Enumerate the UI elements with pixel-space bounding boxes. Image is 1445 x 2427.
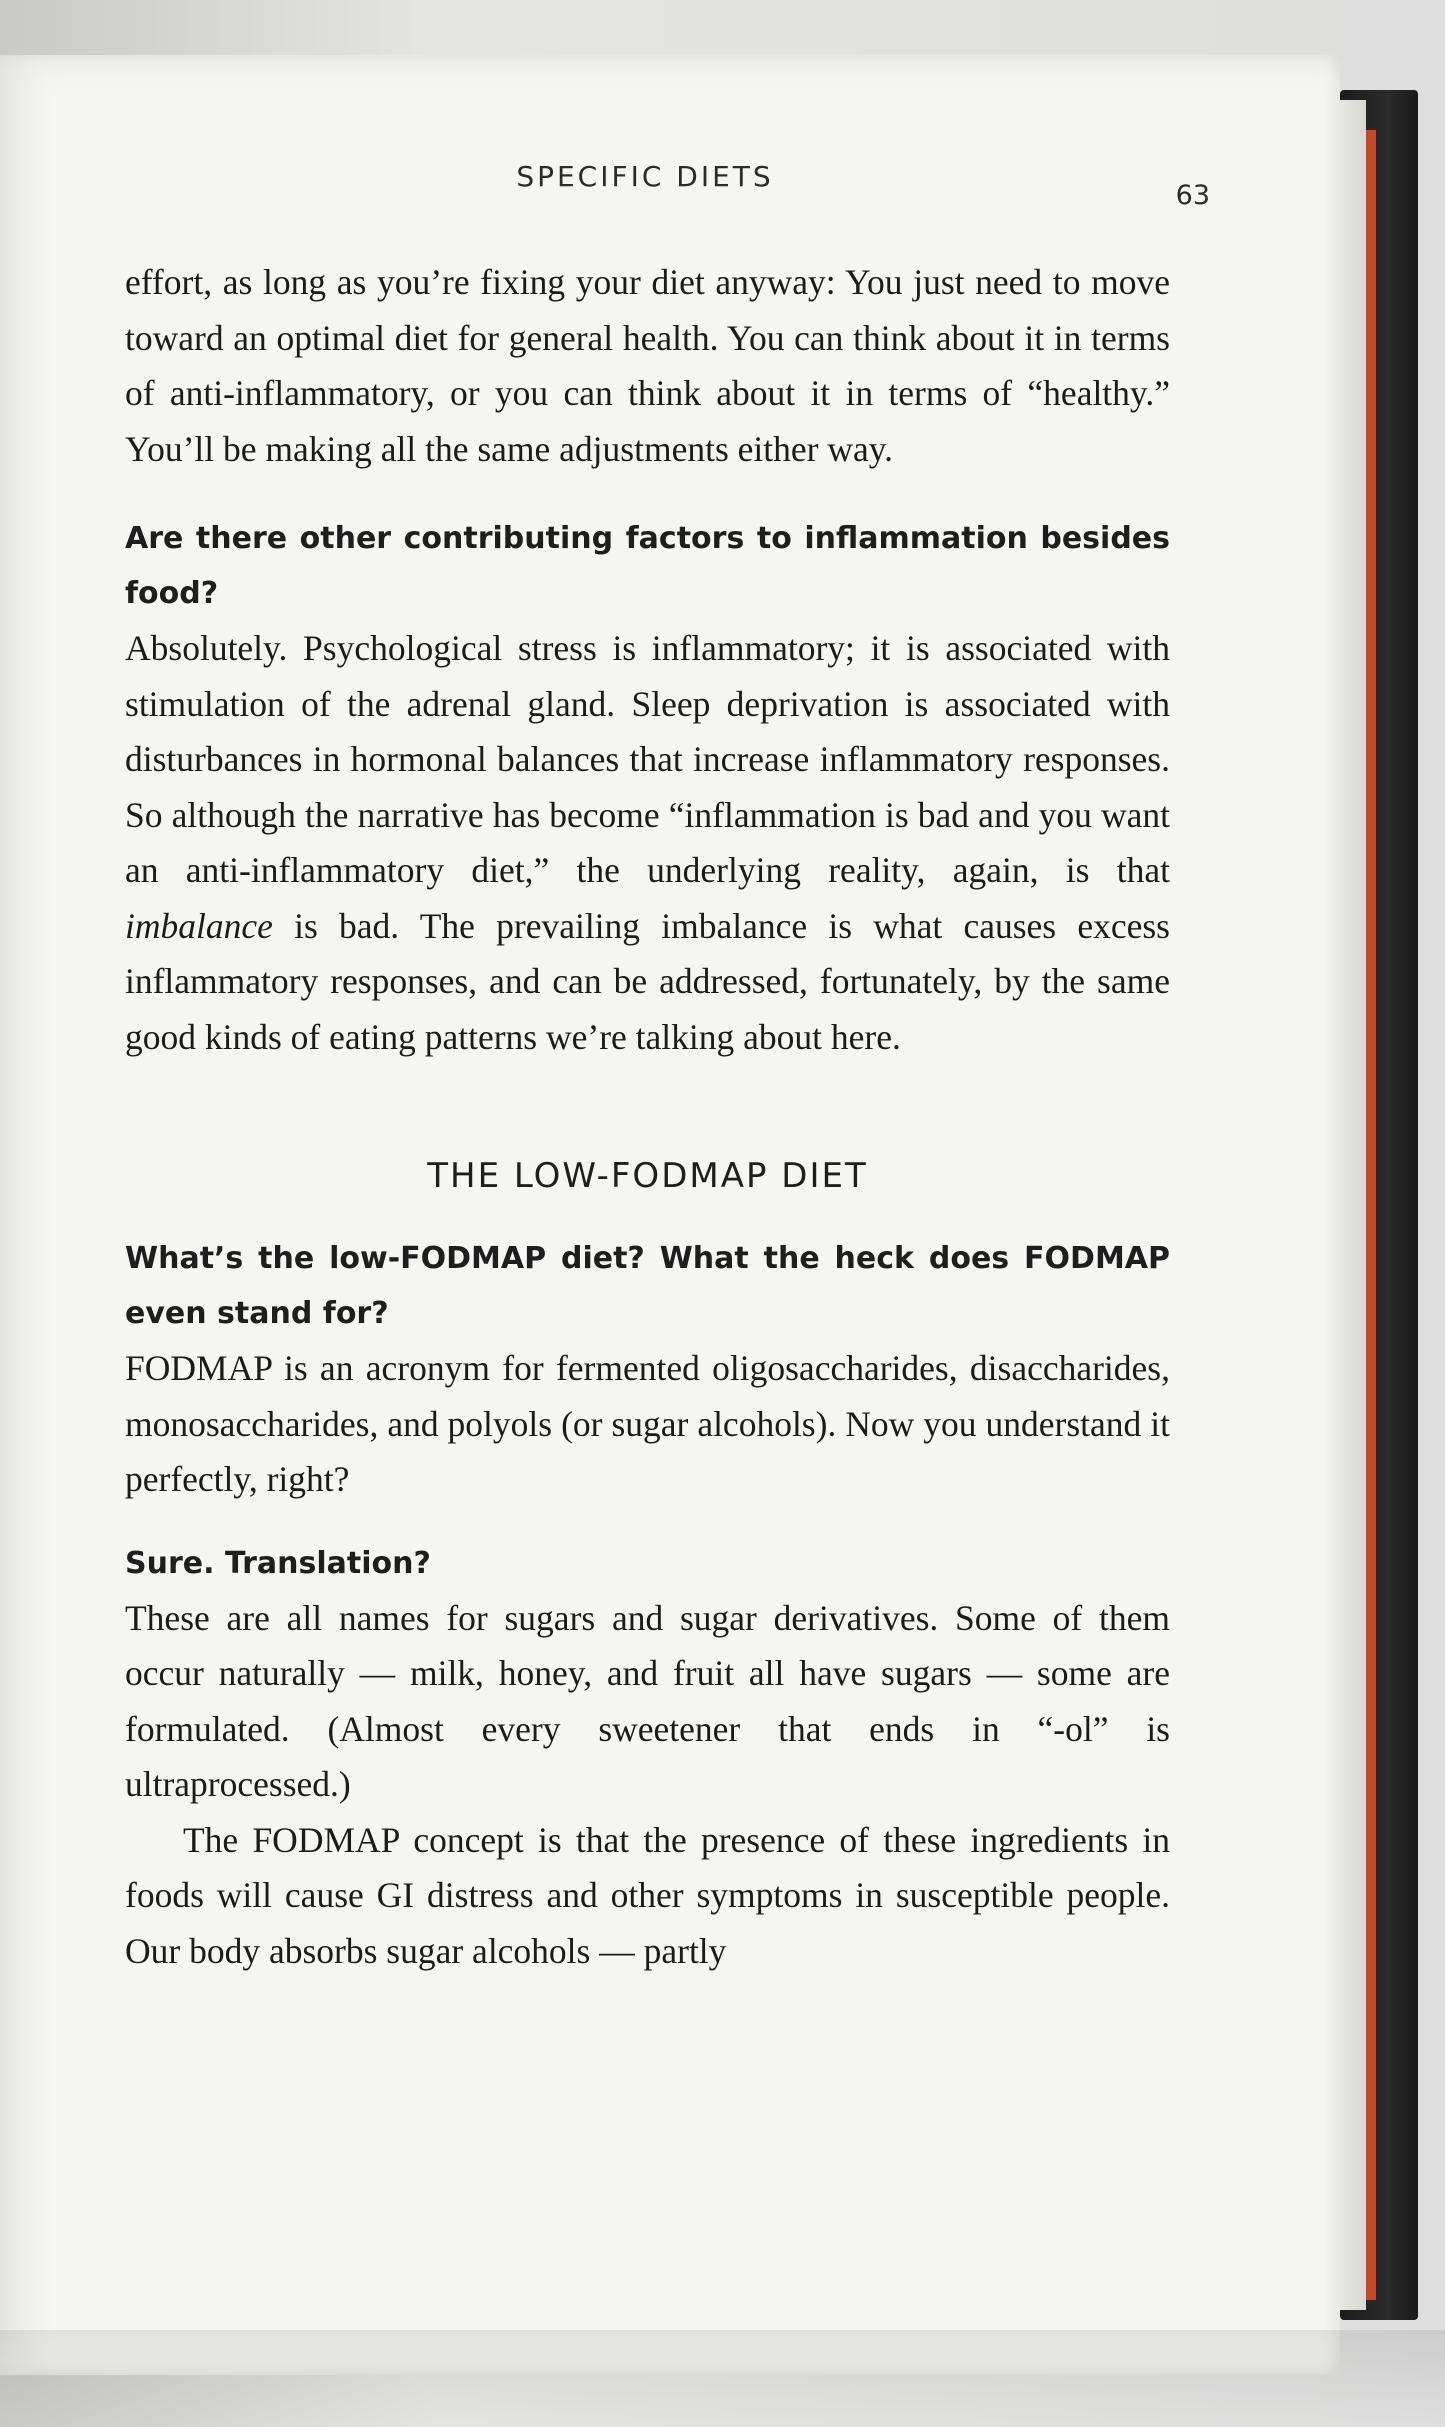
headband [1366, 130, 1376, 2300]
question-heading: What’s the low-FODMAP diet? What the heck does FODMAP even stand for? [125, 1241, 1170, 1331]
answer-paragraph: FODMAP is an acronym for fermented oligosaccharides, disaccharides, monosaccharides, and polyols (or sugar alcohols). Now you understand it perfectly, right? [125, 1348, 1170, 1499]
answer-paragraph: Absolutely. Psychological stress is inflammatory; it is associated with stimulation of the adrenal gland. Sleep deprivation is associated with disturbances in hormonal balances that increase inflammatory responses. So although the narrative has become “inflammation is bad and you want an anti-inflammatory diet,” the underlying reality, again, is that imbalance is bad. The prevailing imbalance is what causes excess inflammatory responses, and can be addressed, fortunately, by the same good kinds of eating patterns we’re talking about here. [125, 628, 1170, 1057]
page-shadow [0, 2330, 1445, 2427]
page-number: 63 [1175, 180, 1210, 211]
paragraph: The FODMAP concept is that the presence of these ingredients in foods will cause GI distress and other symptoms in susceptible people. Our body absorbs sugar alcohols — partly [125, 1819, 1170, 1971]
question-heading: Are there other contributing factors to inflammation besides food? [125, 521, 1170, 611]
running-head: SPECIFIC DIETS [516, 160, 774, 193]
emphasis-text: imbalance [125, 905, 273, 946]
section-title: THE LOW-FODMAP DIET [427, 1156, 868, 1196]
paragraph-continued: effort, as long as you’re fixing your diet anyway: You just need to move toward an optimal diet for general health. You can think about it in terms of anti-inflammatory, or you can think about it in terms of “healthy.” You’ll be making all the same adjustments either way. [125, 262, 1170, 469]
question-heading: Sure. Translation? [125, 1545, 431, 1581]
page-body [125, 255, 1170, 1979]
answer-paragraph: These are all names for sugars and sugar derivatives. Some of them occur naturally — milk, honey, and fruit all have sugars — some are formulated. (Almost every sweetener that ends in “-ol” is ultraprocessed.) [125, 1597, 1170, 1804]
